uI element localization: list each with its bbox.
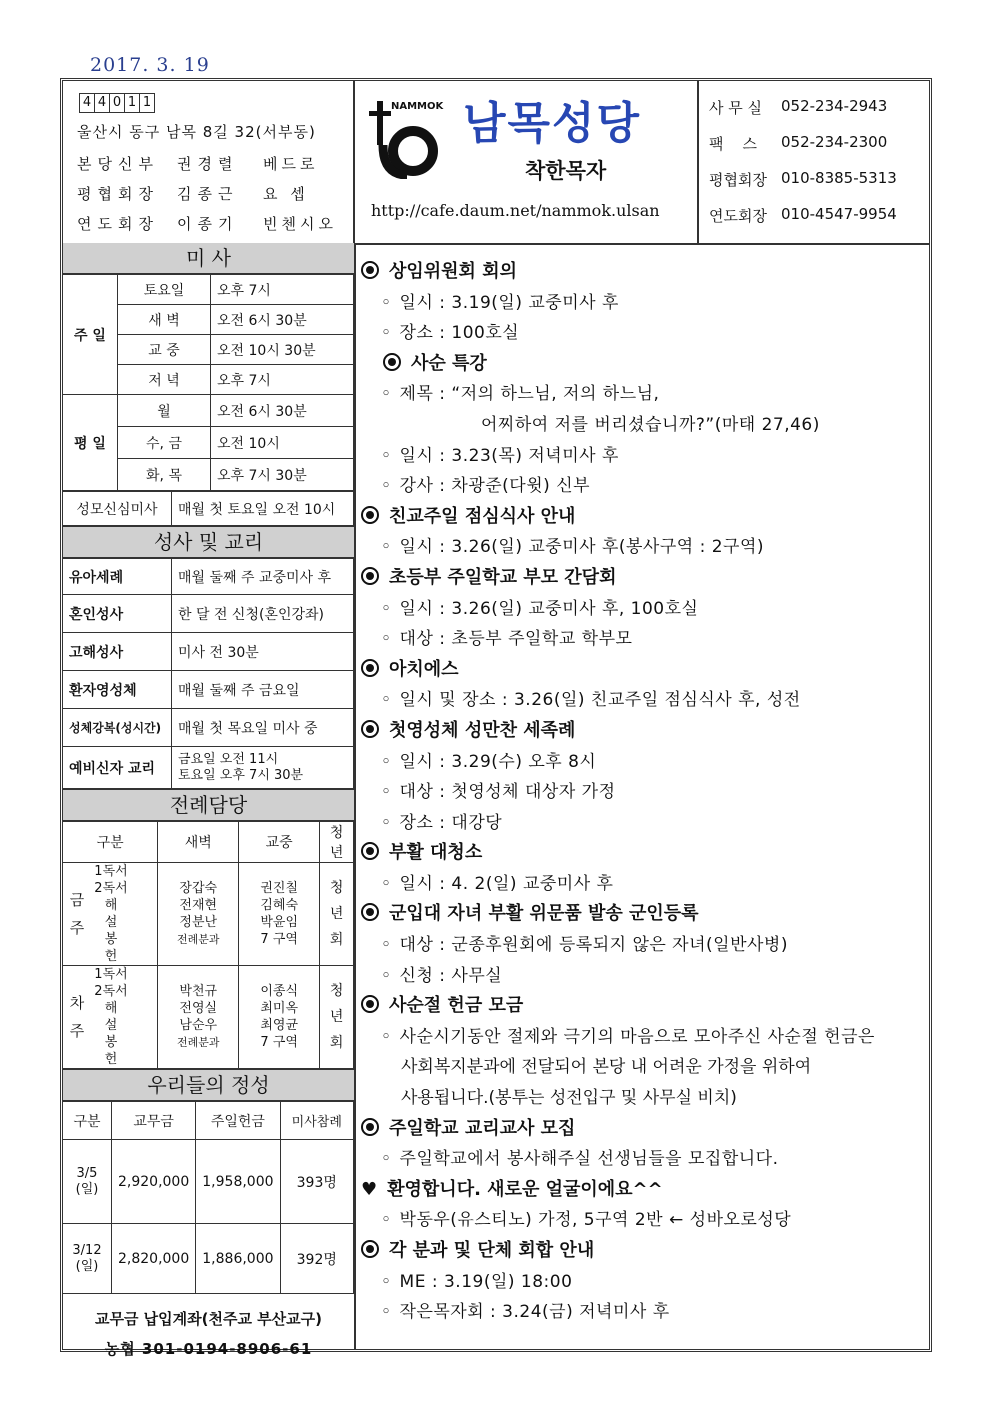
notice-heading: 주일학교 교리교사 모집 bbox=[361, 1114, 921, 1145]
notice-item: ◦ 일시 : 3.26(일) 교중미사 후(봉사구역 : 2구역) bbox=[381, 537, 765, 558]
notice-item: ◦ 신청 : 사무실 bbox=[381, 965, 503, 986]
header-contacts bbox=[699, 81, 929, 243]
notice-item: ◦ 일시 : 3.19(일) 교중미사 후 bbox=[381, 292, 619, 313]
notice-item: ◦ 일시 : 3.26(일) 교중미사 후, 100호실 bbox=[381, 598, 699, 619]
liturgy-table: 구분 새벽 교중 청년 금 주 1독서 2독서 해 설 봉 헌 장갑숙 전재현 정분난 전례분과 권진칠 김혜숙 박윤임 7 구역 청 년 회 차 주 1독서 2독서 해 설 봉 헌 박천규 전영실 남순우 전례분과 이종식 최미옥 최영균 7 구역 청 년 회 bbox=[63, 821, 354, 1069]
sacraments-section-title: 성사 및 교리 bbox=[63, 526, 354, 558]
notice-item-cont: 사회복지분과에 전달되어 본당 내 어려운 가정을 위하여 bbox=[401, 1057, 812, 1078]
bullet-icon bbox=[361, 720, 379, 738]
notice-item: ◦ 대상 : 초등부 주일학교 학부모 bbox=[381, 629, 633, 650]
mass-table: 주 일 토요일 오후 7시 새 벽 오전 6시 30분 교 중 오전 10시 30분 저 녁 오후 7시 평 일 월 오전 6시 30분 수, 금 오전 10시 화, 목 오후 7시 30분 bbox=[63, 274, 354, 491]
header bbox=[63, 81, 929, 245]
notice-item: ◦ 박동우(유스티노) 가정, 5구역 2반 ← 성바오로성당 bbox=[381, 1210, 792, 1231]
bullet-icon bbox=[361, 903, 379, 921]
notice-heading: 사순절 헌금 모금 bbox=[361, 991, 921, 1022]
notice-item: ◦ 대상 : 첫영성체 대상자 가정 bbox=[381, 782, 616, 803]
zip-digit: 1 bbox=[124, 93, 140, 113]
weekday-label: 평 일 bbox=[63, 395, 118, 491]
notice-item-cont: 사용됩니다.(봉투는 성전입구 및 사무실 비치) bbox=[401, 1088, 737, 1109]
address: 울산시 동구 남목 8길 32(서부동) bbox=[77, 123, 316, 141]
church-logo-icon bbox=[367, 95, 447, 179]
zip-digit: 4 bbox=[79, 93, 95, 113]
notice-item: ◦ 장소 : 대강당 bbox=[381, 812, 503, 833]
sunday-label: 주 일 bbox=[63, 275, 118, 395]
zip-code bbox=[79, 93, 154, 113]
bullet-icon bbox=[361, 842, 379, 860]
staff-row: 평협회장 김종근 요 셉 bbox=[77, 185, 309, 203]
account-title: 교무금 납입계좌(천주교 부산교구) bbox=[94, 1310, 323, 1328]
contact-row: 평협회장 010-8385-5313 bbox=[709, 169, 897, 189]
zip-digit: 1 bbox=[139, 93, 155, 113]
notice-heading: 아치에스 bbox=[361, 655, 921, 686]
contact-row: 팩 스 052-234-2300 bbox=[709, 133, 888, 153]
notice-item: ◦ 주일학교에서 봉사해주실 선생님들을 모집합니다. bbox=[381, 1149, 779, 1170]
notice-item: ◦ ME : 3.19(일) 18:00 bbox=[381, 1271, 573, 1292]
zip-digit: 4 bbox=[94, 93, 110, 113]
notice-heading: 군입대 자녀 부활 위문품 발송 군인등록 bbox=[361, 899, 921, 930]
notice-heading: 첫영성체 성만찬 세족례 bbox=[361, 716, 921, 747]
zip-digit: 0 bbox=[109, 93, 125, 113]
notice-heading: 각 분과 및 단체 회합 안내 bbox=[361, 1236, 921, 1267]
church-subtitle: 착한목자 bbox=[525, 159, 607, 183]
notice-heading: 친교주일 점심식사 안내 bbox=[361, 502, 921, 533]
notice-item: ◦ 일시 : 4. 2(일) 교중미사 후 bbox=[381, 873, 614, 894]
logo-text: NAMMOK bbox=[391, 101, 444, 112]
bullet-icon bbox=[361, 506, 379, 524]
offering-section-title: 우리들의 정성 bbox=[63, 1069, 354, 1101]
header-brand bbox=[355, 81, 699, 243]
church-title: 남목성당 bbox=[463, 98, 642, 149]
bullet-icon bbox=[361, 261, 379, 279]
notice-item: ◦ 대상 : 군종후원회에 등록되지 않은 자녀(일반사병) bbox=[381, 935, 788, 956]
cafe-link[interactable]: http://cafe.daum.net/nammok.ulsan bbox=[371, 201, 660, 220]
bulletin-frame bbox=[60, 78, 932, 1358]
notice-item: ◦ 제목 : “저의 하느님, 저의 하느님, bbox=[381, 384, 660, 405]
staff-row: 연도회장 이종기 빈첸시오 bbox=[77, 215, 337, 233]
notice-item: ◦ 사순시기동안 절제와 극기의 마음으로 모아주신 사순절 헌금은 bbox=[381, 1026, 875, 1047]
notice-heading: 사순 특강 bbox=[361, 349, 921, 380]
mass-section-title: 미 사 bbox=[63, 243, 354, 274]
contact-row: 사 무 실 052-234-2943 bbox=[709, 97, 888, 117]
account-info bbox=[63, 1294, 354, 1364]
notice-heading: ♥ 환영합니다. 새로운 얼굴이에요^^ bbox=[361, 1178, 663, 1200]
account-number: 농협 301-0194-8906-61 bbox=[104, 1340, 313, 1358]
issue-date: 2017. 3. 19 bbox=[90, 54, 210, 76]
notice-heading: 초등부 주일학교 부모 간담회 bbox=[361, 563, 921, 594]
notice-item: ◦ 작은목자회 : 3.24(금) 저녁미사 후 bbox=[381, 1302, 670, 1323]
staff-row: 본당신부 권경렬 베드로 bbox=[77, 155, 319, 173]
heart-icon: ♥ bbox=[361, 1178, 378, 1200]
notices-column bbox=[361, 257, 921, 1328]
notice-item: ◦ 강사 : 차광준(다윗) 신부 bbox=[381, 476, 591, 497]
sacraments-table: 유아세례 매월 둘째 주 교중미사 후 혼인성사 한 달 전 신청(혼인강좌) 고해성사 미사 전 30분 환자영성체 매월 둘째 주 금요일 성체강복(성시간) 매월 첫 목요일 미사 중 예비신자 교리 금요일 오전 11시 토요일 오후 7시 30분 bbox=[63, 558, 354, 789]
notice-item: ◦ 일시 : 3.29(수) 오후 8시 bbox=[381, 751, 597, 772]
contact-row: 연도회장 010-4547-9954 bbox=[709, 205, 897, 225]
notice-item: ◦ 장소 : 100호실 bbox=[381, 323, 520, 344]
liturgy-section-title: 전례담당 bbox=[63, 789, 354, 821]
bullet-icon bbox=[361, 1118, 379, 1136]
mary-mass-table: 성모신심미사 매월 첫 토요일 오전 10시 bbox=[63, 491, 354, 526]
bullet-icon bbox=[361, 659, 379, 677]
left-column bbox=[63, 243, 356, 1358]
bullet-icon bbox=[361, 995, 379, 1013]
bullet-icon bbox=[361, 1240, 379, 1258]
notice-heading: 부활 대청소 bbox=[361, 838, 921, 869]
notice-item: ◦ 일시 : 3.23(목) 저녁미사 후 bbox=[381, 445, 619, 466]
notice-heading: 상임위원회 회의 bbox=[361, 257, 921, 288]
notice-item: ◦ 일시 및 장소 : 3.26(일) 친교주일 점심식사 후, 성전 bbox=[381, 690, 801, 711]
header-info bbox=[63, 81, 355, 243]
bullet-icon bbox=[361, 567, 379, 585]
offering-table: 구분 교무금 주일헌금 미사참례 3/5 (일) 2,920,000 1,958,000 393명 3/12 (일) 2,820,000 1,886,000 392명 bbox=[63, 1101, 354, 1294]
bullet-icon bbox=[383, 353, 401, 371]
notice-item-cont: 어찌하여 저를 버리셨습니까?”(마태 27,46) bbox=[481, 414, 820, 435]
